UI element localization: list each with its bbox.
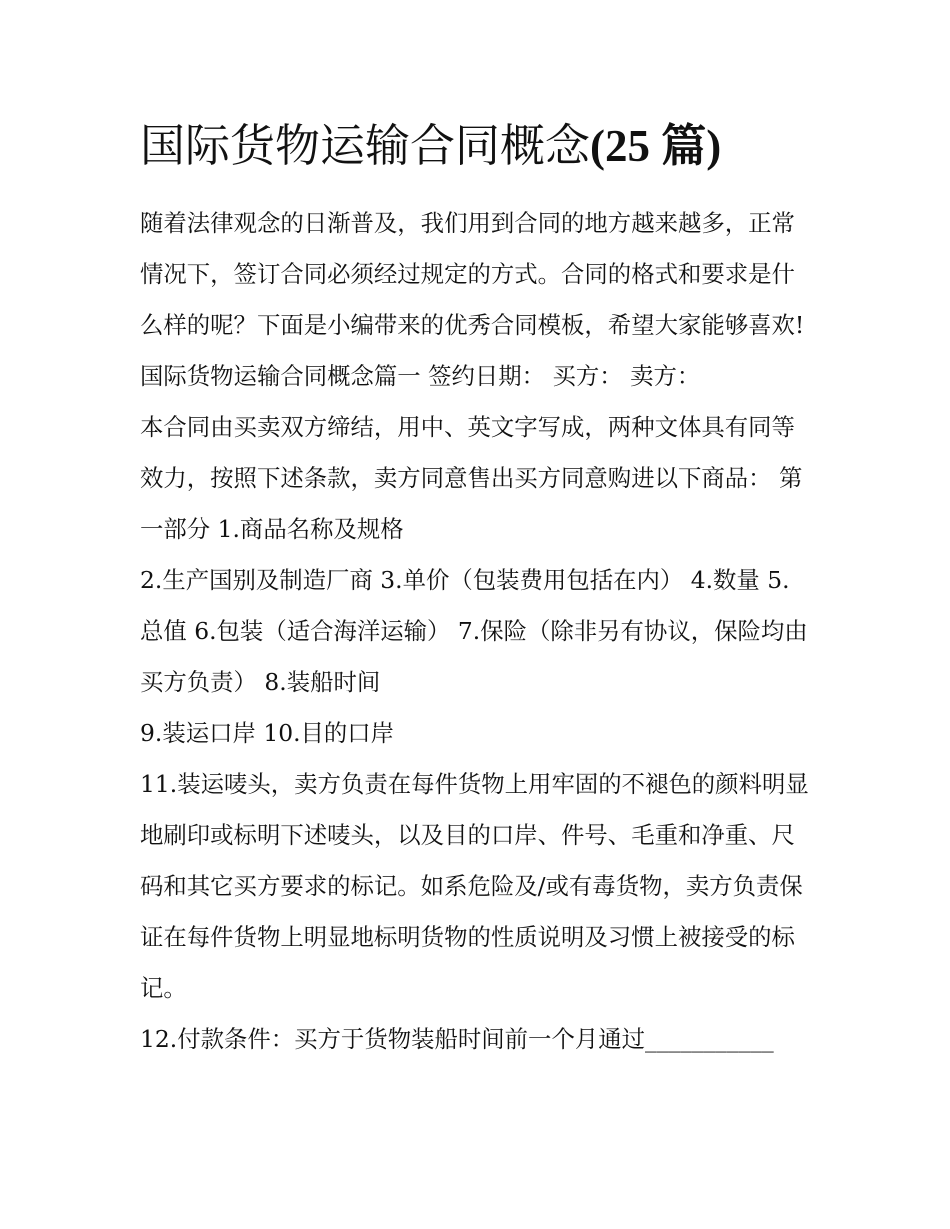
document-body: [140, 198, 812, 1065]
contract-header-line: 国际货物运输合同概念篇一 签约日期： 买方： 卖方：: [140, 362, 701, 390]
contract-terms-paragraph: 2.生产国别及制造厂商 3.单价（包装费用包括在内） 4.数量 5.总值 6.包装（适合海洋运输） 7.保险（除非另有协议，保险均由买方负责） 8.装船时间: [140, 566, 808, 696]
ports-paragraph: 9.装运口岸 10.目的口岸: [140, 719, 395, 747]
contract-preamble-paragraph: 本合同由买卖双方缔结，用中、英文字写成，两种文体具有同等效力，按照下述条款，卖方同意售出买方同意购进以下商品： 第一部分 1.商品名称及规格: [140, 413, 803, 543]
shipping-marks-paragraph: 11.装运唛头，卖方负责在每件货物上用牢固的不褪色的颜料明显地刷印或标明下述唛头，以及目的口岸、件号、毛重和净重、尺码和其它买方要求的标记。如系危险及/或有毒货物，卖方负责保证在每件货物上明显地标明货物的性质说明及习惯上被接受的标记。: [140, 770, 809, 1002]
title-article-count: (25 篇): [590, 121, 722, 171]
intro-paragraph: 随着法律观念的日渐普及，我们用到合同的地方越来越多，正常情况下，签订合同必须经过规定的方式。合同的格式和要求是什么样的呢？下面是小编带来的优秀合同模板，希望大家能够喜欢!: [140, 209, 805, 339]
document-title: [140, 112, 840, 180]
title-text: 国际货物运输合同概念: [140, 119, 591, 172]
payment-terms-paragraph: 12.付款条件：买方于货物装船时间前一个月通过___________: [140, 1025, 774, 1053]
